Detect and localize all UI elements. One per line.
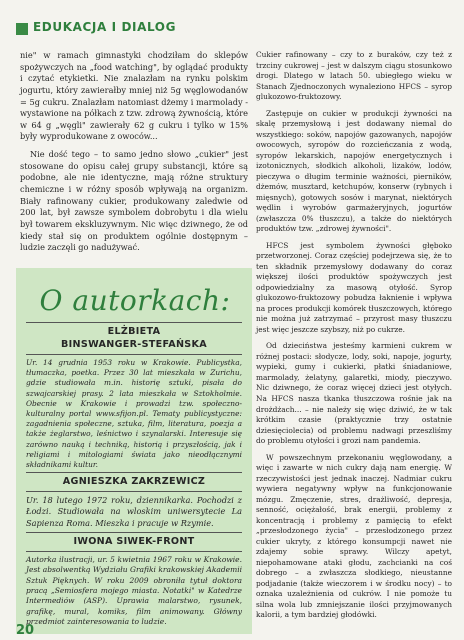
right-column <box>256 50 452 627</box>
authors-heading: O autorkach: <box>39 284 231 317</box>
left-paragraph-1: nie" w ramach gimnastyki chodziłam do sklepów spożywczych na „food watching", by oglądać produkty i czytać etykietki. Nie znalazłam na rynku polskim jogurtu, który zawierałby mniej niż 5g węglowodanów = 5g cukru. Znalazłam natomiast dżemy i marmolady - wystawione na półkach z tzw. zdrową żywnością, które w 64 g „węgli" zawierały 62 g cukru i tylko w 15% były wyprodukowane z owoców... <box>20 50 248 142</box>
author-2-bio: Ur. 18 lutego 1972 roku, dziennikarka. Pochodzi z Łodzi. Studiowała na wloskim uniwersytecie La Sapienza Roma. Mieszka i pracuje w Rzymie. <box>26 495 242 528</box>
author-2-top-rule <box>26 472 242 473</box>
author-2-bottom-rule <box>26 491 242 492</box>
author-1-bottom-rule <box>26 354 242 355</box>
right-paragraph-5: W powszechnym przekonaniu węglowodany, a więc i zawarte w nich cukry dają nam energię. W rzeczywistości jest jednak inaczej. Nadmiar cukru wywiera negatywny wpływ na funkcjonowanie mózgu. Zmęczenie, stres, drażliwość, depresja, senność, ociężałość, brak energii, problemy z koncentracją i problemy z pamięcią to efekt „przesłodzonego życia" – przesłodzonego przez cukier ukryty, z którego konsumpcji nawet nie zdajemy sobie sprawy. Wilczy apetyt, niepohamowane ataki głodu, zachcianki na coś dobrego – a zwłaszcza słodkiego, nieustanne podjadanie (także wieczorem i w środku nocy) – to oznaka uzależnienia od cukrów. I nie pomoże tu silna wola lub zmniejszanie ilości przyjmowanych kalorii, a tym bardziej głodówki. <box>256 452 452 620</box>
author-3-bottom-rule <box>26 551 242 552</box>
author-1-top-rule <box>26 322 242 323</box>
left-column <box>20 50 248 260</box>
right-paragraph-2: Zastępuje on cukier w produkcji żywności na skalę przemysłową i jest dodawany niemal do wszystkiego: soków, napojów gazowanych, napojów owocowych, syropów do rozcieńczania z wodą, syropów lekarskich, napojów energetycznych i izotonicznych, słodkich alkoholi, lizaków, lodów, pieczywa o długim terminie ważności, pierników, dżemów, musztard, ketchupów, konserw (rybnych i mięsnych), gotowych sosów i marynat, niektórych wędlin i wyrobów garmażeryjnych, jogurtów (zwłaszcza 0% tłuszczu), a także do niektórych produktów tzw. „zdrowej żywności". <box>256 108 452 234</box>
author-3-bio: Autorka ilustracji, ur. 5 kwietnia 1967 roku w Krakowie. Jest absolwentką Wydziału Grafiki krakowskiej Akademii Sztuk Pięknych. W roku 2009 obroniła tytuł doktora pracą „Semiosfera mojego miasta. Notatki" w Katedrze Intermediów (ASP). Uprawia malarstwo, rysunek, grafikę, mural, komiks, film animowany. Główny przedmiot zainteresowania to ludzie. <box>26 555 242 626</box>
right-paragraph-4: Od dzieciństwa jesteśmy karmieni cukrem w różnej postaci: słodycze, lody, soki, napoje, jogurty, wypieki, gumy i cukierki, płatki śniadaniowe, marmolady, żelatyny, galaretki, miody, pieczywo. Nic dziwnego, że coraz więcej dzieci jest otyłych. Na HFCS nasza tkanka tłuszczowa rośnie jak na drożdżach... – nie należy się więc dziwić, że w tak krótkim czasie (praktycznie trzy ostatnie dziesięciolecia) od problemu nadwagi przeszliśmy do problemu otyłości i grozi nam pandemia. <box>256 341 452 446</box>
page-number: 20 <box>16 623 35 638</box>
author-2-name: AGNIESZKA ZAKRZEWICZ <box>62 476 206 487</box>
author-3-top-rule <box>26 532 242 533</box>
section-header <box>0 0 464 40</box>
left-paragraph-2: Nie dość tego – to samo jedno słowo „cukier" jest stosowane do opisu całej grupy substancji, które są podobne, ale nie identyczne, mają różne struktury chemiczne i w różny sposób wpływają na organizm. Biały rafinowany cukier, produkowany zaledwie od 200 lat, był zawsze symbolem dobrobytu i dla wielu był towarem ekskluzywnym. Nic więc dziwnego, że od kiedy stał się on produktem ogólnie dostępnym – ludzie zaczęli go nadużywać. <box>20 149 248 253</box>
section-marker <box>16 23 28 35</box>
section-title: EDUKACJA I DIALOG <box>33 20 177 34</box>
author-1-bio: Ur. 14 grudnia 1953 roku w Krakowie. Publicystka, tłumaczka, poetka. Przez 30 lat mieszkała w Zurichu, gdzie studiowała m.in. historię sztuki, pisała do szwajcarskiej prasy. 2 lata mieszkała w Sztokholmie. Obecnie w Krakowie i prowadzi tzw. społeczno-kulturalny portal www.sfijon.pl. Tematy publicystyczne: zagadnienia społeczne, sztuka, film, literatura, poezja a także żeglarstwo, leśnictwo i szynalarski. Interesuje się zarówno nauką i techniką, historią i przyszłością, jak i religiami i mitologiami świata jako nieodłącznymi składnikami kultur. <box>26 358 242 469</box>
right-paragraph-3: HFCS jest symbolem żywności głęboko przetworzonej. Coraz częściej podejrzewa się, że to ten składnik przemysłowy dodawany do coraz większej ilości produktów spożywczych jest odpowiedzialny za masową otyłość. Syrop glukozowo-fruktozowy pobudza łaknienie i wpływa na proces produkcji komórek tłuszczowych, którego nie można już zatrzymać – przyrost masy tłuszczu jest więc jeszcze szybszy, niż po cukrze. <box>256 240 452 334</box>
author-1-name-line2: BINSWANGER-STEFAŃSKA <box>61 339 207 350</box>
author-1-name-line1: ELŻBIETA <box>107 326 161 337</box>
author-3-name: IWONA SIWEK-FRONT <box>73 536 195 547</box>
right-paragraph-1: Cukier rafinowany – czy to z buraków, czy też z trzciny cukrowej – jest w dalszym ciągu stosunkowo drogi. Dlatego w latach 50. ubiegłego wieku w Stanach Zjednoczonych wynaleziono HFCS – syrop glukozowo-fruktozowy. <box>256 50 452 102</box>
